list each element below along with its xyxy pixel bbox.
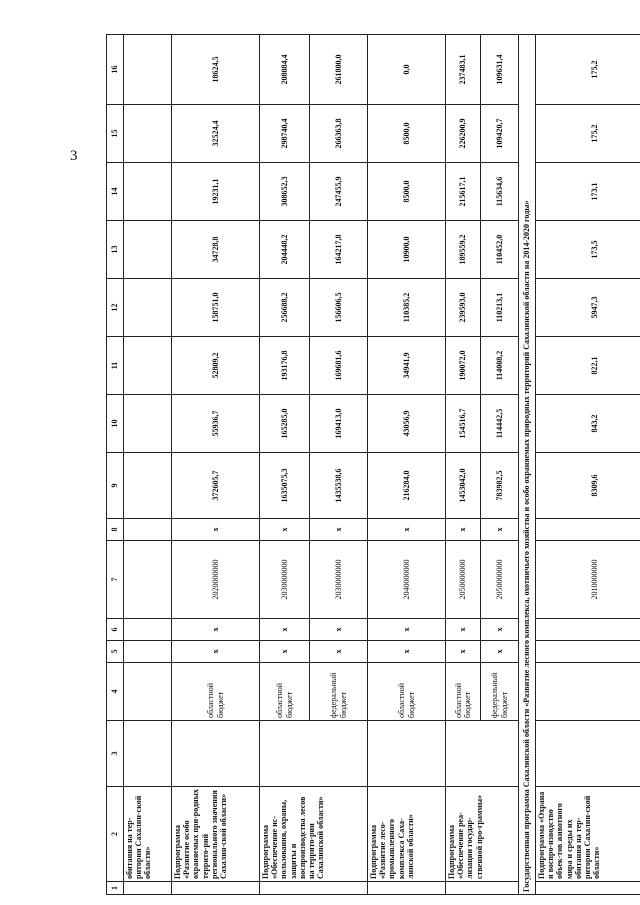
column-header: 11 xyxy=(107,337,124,395)
value-cell: x xyxy=(172,619,260,641)
value-cell: 239593,0 xyxy=(446,279,481,337)
funding-source: областной бюджет xyxy=(260,663,310,721)
subprogram-name: Подпрограмма «Обеспечение реа-лизации государ-ственной про-граммы» xyxy=(446,787,519,882)
value-cell: 298740,4 xyxy=(260,105,310,163)
column-header: 13 xyxy=(107,221,124,279)
value-cell: 156606,5 xyxy=(310,279,368,337)
value-cell: 52809,2 xyxy=(172,337,260,395)
value-cell: 5947,3 xyxy=(536,279,640,337)
page-number: 3 xyxy=(70,148,78,164)
subprogram-name: Подпрограмма «Охрана и воспро-изводство объек-тов животного мира и среды их обитания на тер-ритории Сахалин-ской области» xyxy=(536,787,640,882)
code-cell: 2050000000 xyxy=(446,541,481,619)
value-cell: 8309,6 xyxy=(536,453,640,519)
value-cell: 208084,4 xyxy=(260,35,310,105)
column-header: 9 xyxy=(107,453,124,519)
value-cell: 1453042,0 xyxy=(446,453,481,519)
value-cell: 175,2 xyxy=(536,105,640,163)
value-cell: 843,2 xyxy=(536,395,640,453)
value-cell: x xyxy=(446,519,481,541)
value-cell: 226200,9 xyxy=(446,105,481,163)
value-cell: 247455,9 xyxy=(310,163,368,221)
value-cell: 164217,8 xyxy=(310,221,368,279)
value-cell: 173,1 xyxy=(536,163,640,221)
value-cell: 169681,6 xyxy=(310,337,368,395)
value-cell: x xyxy=(260,641,310,663)
value-cell: 193176,8 xyxy=(260,337,310,395)
budget-table xyxy=(106,34,640,895)
value-cell: 189559,2 xyxy=(446,221,481,279)
code-cell: 2010000000 xyxy=(536,541,640,619)
value-cell: x xyxy=(368,519,446,541)
funding-source: федеральный бюджет xyxy=(481,663,519,721)
state-program-title: Государственная программа Сахалинской области «Развитие лесного комплекса, охотничьего хозяйства и особо охраняемых природных территорий Сахалинской области на 2014-2020 годы» xyxy=(519,35,536,895)
value-cell: 110385,2 xyxy=(368,279,446,337)
code-cell: 2020000000 xyxy=(172,541,260,619)
continuation-cell: обитания на тер-ритории Сахалин-ской области» xyxy=(124,787,172,882)
value-cell: 190072,0 xyxy=(446,337,481,395)
subprogram-name: Подпрограмма «Развитие лесо-промышленного комплекса Саха-линской области» xyxy=(368,787,446,882)
subprogram-row xyxy=(172,35,260,895)
code-cell: 2040000000 xyxy=(368,541,446,619)
value-cell: 165285,0 xyxy=(260,395,310,453)
column-header: 6 xyxy=(107,619,124,641)
subprogram-name: Подпрограмма «Развитие особо охраняемых при-родных террито-рий регионального значения Сахалин-ской области» xyxy=(172,787,260,882)
value-cell: 109420,7 xyxy=(481,105,519,163)
value-cell: 822,1 xyxy=(536,337,640,395)
value-cell: 169413,0 xyxy=(310,395,368,453)
value-cell: 204448,2 xyxy=(260,221,310,279)
value-cell: 1435538,6 xyxy=(310,453,368,519)
column-header: 5 xyxy=(107,641,124,663)
value-cell: x xyxy=(260,519,310,541)
value-cell: 110213,1 xyxy=(481,279,519,337)
state-program-row xyxy=(519,35,536,895)
value-cell: 175,2 xyxy=(536,35,640,105)
header-row xyxy=(107,35,124,895)
value-cell: 783982,5 xyxy=(481,453,519,519)
value-cell: 10900,0 xyxy=(368,221,446,279)
funding-source: областной бюджет xyxy=(446,663,481,721)
value-cell: 266363,8 xyxy=(310,105,368,163)
value-cell: 1635075,3 xyxy=(260,453,310,519)
column-header: 14 xyxy=(107,163,124,221)
code-cell: 2050000000 xyxy=(481,541,519,619)
subprogram-row xyxy=(368,35,446,895)
column-header: 10 xyxy=(107,395,124,453)
value-cell: 216284,0 xyxy=(368,453,446,519)
value-cell: 261800,0 xyxy=(310,35,368,105)
subprogram-row xyxy=(260,35,310,895)
column-header: 7 xyxy=(107,541,124,619)
value-cell: 256688,2 xyxy=(260,279,310,337)
value-cell: x xyxy=(172,519,260,541)
value-cell: 114442,5 xyxy=(481,395,519,453)
value-cell: x xyxy=(310,641,368,663)
value-cell: x xyxy=(481,519,519,541)
code-cell: 2030000000 xyxy=(260,541,310,619)
column-header: 12 xyxy=(107,279,124,337)
funding-source: областной бюджет xyxy=(172,663,260,721)
value-cell: 173,5 xyxy=(536,221,640,279)
value-cell: 308652,3 xyxy=(260,163,310,221)
value-cell: x xyxy=(310,519,368,541)
subprogram-body xyxy=(172,35,519,895)
value-cell: 34728,8 xyxy=(172,221,260,279)
value-cell: 43056,9 xyxy=(368,395,446,453)
value-cell: 109631,4 xyxy=(481,35,519,105)
value-cell: 19231,1 xyxy=(172,163,260,221)
column-header: 3 xyxy=(107,721,124,787)
code-cell: 2030000000 xyxy=(310,541,368,619)
value-cell: 154516,7 xyxy=(446,395,481,453)
column-header: 15 xyxy=(107,105,124,163)
last-subprogram-row xyxy=(536,35,640,895)
value-cell: 8500,0 xyxy=(368,163,446,221)
subprogram-row xyxy=(446,35,481,895)
value-cell: 110452,0 xyxy=(481,221,519,279)
value-cell: x xyxy=(481,641,519,663)
value-cell: 18624,5 xyxy=(172,35,260,105)
rotated-table-container xyxy=(106,35,620,895)
funding-source: областной бюджет xyxy=(368,663,446,721)
value-cell: x xyxy=(310,619,368,641)
value-cell: x xyxy=(260,619,310,641)
value-cell: x xyxy=(446,641,481,663)
continuation-row xyxy=(124,35,172,895)
value-cell: 8500,0 xyxy=(368,105,446,163)
value-cell: 114008,2 xyxy=(481,337,519,395)
column-header: 8 xyxy=(107,519,124,541)
value-cell: x xyxy=(172,641,260,663)
value-cell: 55936,7 xyxy=(172,395,260,453)
funding-source: федеральный бюджет xyxy=(310,663,368,721)
value-cell: 215617,1 xyxy=(446,163,481,221)
value-cell: 0,0 xyxy=(368,35,446,105)
value-cell: 32524,4 xyxy=(172,105,260,163)
value-cell: x xyxy=(368,641,446,663)
column-header: 4 xyxy=(107,663,124,721)
value-cell: x xyxy=(446,619,481,641)
column-header: 1 xyxy=(107,882,124,895)
value-cell: 115634,6 xyxy=(481,163,519,221)
value-cell: x xyxy=(481,619,519,641)
subprogram-name: Подпрограмма «Обеспечение ис-пользования, охраны, защиты и воспроизводства лесов на террито-рии Сахалинской области» xyxy=(260,787,368,882)
column-header: 2 xyxy=(107,787,124,882)
column-header: 16 xyxy=(107,35,124,105)
value-cell: 34941,9 xyxy=(368,337,446,395)
value-cell: 237483,1 xyxy=(446,35,481,105)
value-cell: 158751,0 xyxy=(172,279,260,337)
value-cell: x xyxy=(368,619,446,641)
value-cell: 372605,7 xyxy=(172,453,260,519)
